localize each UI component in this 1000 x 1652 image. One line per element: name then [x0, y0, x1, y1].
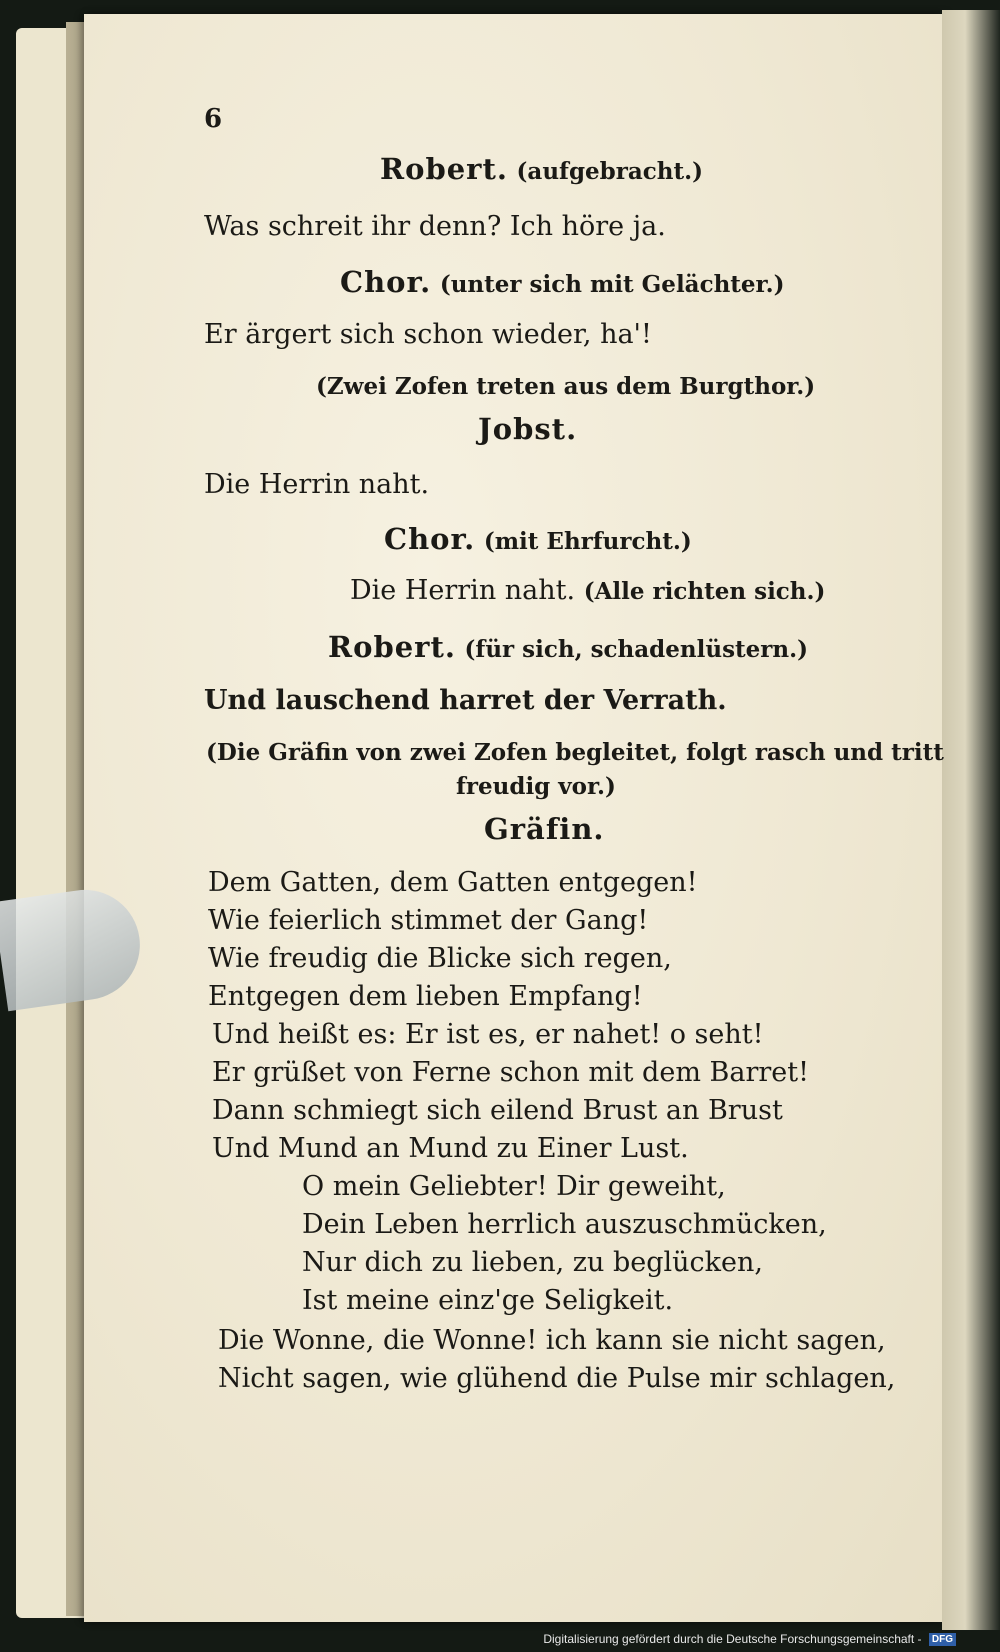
stage-direction: (unter sich mit Gelächter.)	[439, 271, 785, 298]
speaker-line-graefin	[484, 812, 605, 848]
verse-line: Ist meine einz'ge Seligkeit.	[302, 1285, 674, 1316]
stage-direction: (mit Ehrfurcht.)	[483, 528, 692, 555]
verse-line: O mein Geliebter! Dir geweiht,	[302, 1171, 726, 1202]
speaker-name: Chor.	[340, 265, 432, 299]
verse-line: Nur dich zu lieben, zu beglücken,	[302, 1247, 763, 1278]
stage-direction: freudig vor.)	[456, 773, 616, 800]
stage-direction: (Die Gräfin von zwei Zofen begleitet, folgt rasch und tritt	[206, 739, 944, 766]
speaker-line-robert	[328, 630, 808, 667]
speaker-line-jobst	[478, 412, 577, 448]
verse-line: Nicht sagen, wie glühend die Pulse mir schlagen,	[218, 1363, 896, 1394]
stage-direction: (für sich, schadenlüstern.)	[464, 636, 809, 663]
speaker-line-chor	[340, 265, 784, 302]
verse-line: Die Herrin naht.	[204, 469, 430, 500]
dfg-logo: DFG	[929, 1633, 956, 1646]
stage-direction: (Alle richten sich.)	[583, 578, 826, 605]
speaker-name: Chor.	[384, 522, 476, 556]
verse-line: Und Mund an Mund zu Einer Lust.	[212, 1133, 689, 1164]
verse-line: Dem Gatten, dem Gatten entgegen!	[208, 867, 698, 898]
verse-line	[350, 574, 825, 609]
verse-line: Die Wonne, die Wonne! ich kann sie nicht sagen,	[218, 1325, 886, 1356]
verse-line: Er ärgert sich schon wieder, ha'!	[204, 319, 652, 350]
stage-direction: (aufgebracht.)	[516, 158, 704, 185]
page-right-edge	[942, 10, 1000, 1630]
page-number: 6	[204, 104, 223, 134]
credit-text: Digitalisierung gefördert durch die Deutsche Forschungsgemeinschaft -	[543, 1631, 922, 1646]
verse-text: Die Herrin naht.	[350, 575, 576, 606]
verse-line: Wie freudig die Blicke sich regen,	[208, 943, 672, 974]
speaker-line-chor	[384, 522, 692, 559]
speaker-name: Robert.	[328, 630, 456, 664]
verse-line: Er grüßet von Ferne schon mit dem Barret!	[212, 1057, 809, 1088]
verse-line: Was schreit ihr denn? Ich höre ja.	[204, 211, 666, 242]
speaker-name: Gräfin.	[484, 812, 605, 846]
verse-line: Entgegen dem lieben Empfang!	[208, 981, 643, 1012]
speaker-name: Jobst.	[478, 412, 578, 446]
verse-line: Dein Leben herrlich auszuschmücken,	[302, 1209, 827, 1240]
speaker-name: Robert.	[380, 152, 508, 186]
verse-line: Und heißt es: Er ist es, er nahet! o seht!	[212, 1019, 764, 1050]
speaker-line-robert	[380, 152, 703, 189]
verse-line: Und lauschend harret der Verrath.	[204, 685, 727, 716]
verse-line: Wie feierlich stimmet der Gang!	[208, 905, 649, 936]
digitization-credit	[543, 1632, 956, 1646]
verse-line: Dann schmiegt sich eilend Brust an Brust	[212, 1095, 783, 1126]
stage-direction: (Zwei Zofen treten aus dem Burgthor.)	[316, 373, 816, 400]
